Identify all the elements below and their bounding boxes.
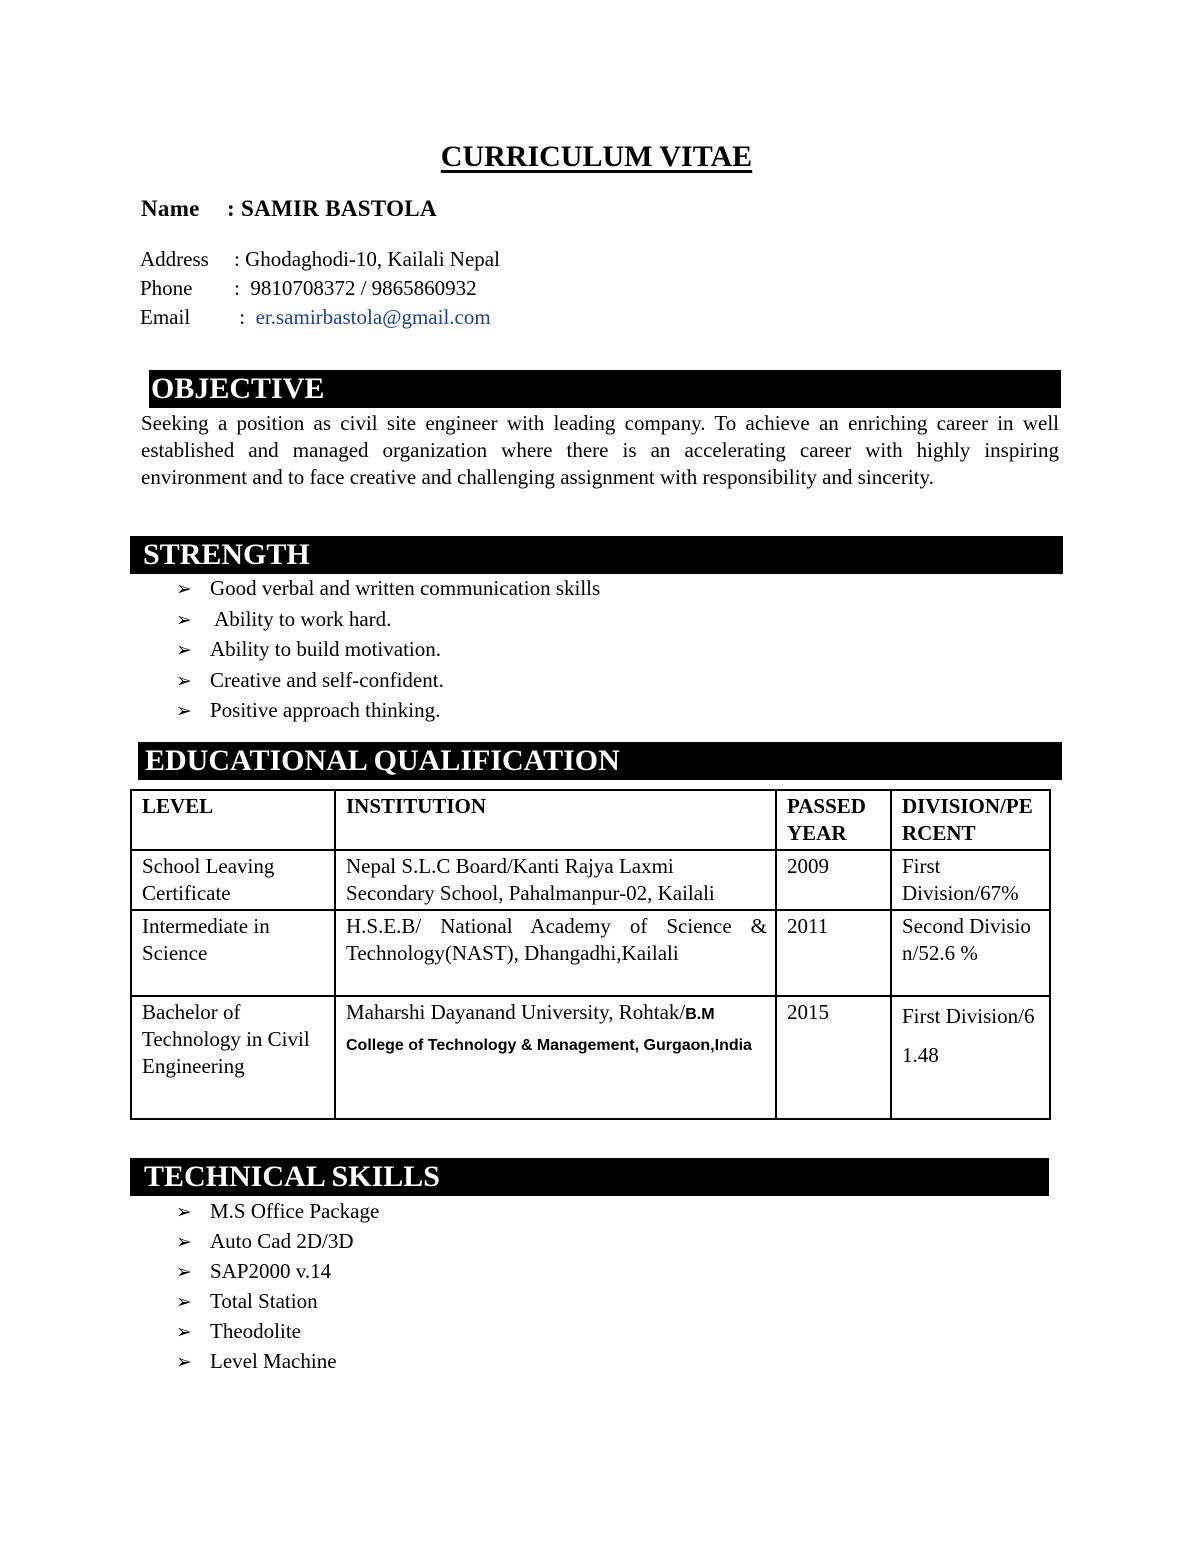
arrowhead-bullet-icon: ➢ — [176, 700, 192, 722]
arrowhead-bullet-icon: ➢ — [176, 578, 192, 600]
table-row — [131, 996, 1050, 1119]
column-header-passed-year: PASSED YEAR — [776, 790, 891, 850]
objective-text: Seeking a position as civil site engineer with leading company. To achieve an enriching career in well established and managed organization where there is an accelerating career with highly inspiring environment and to face creative and challenging assignment with responsibility and sincerity. — [141, 411, 1059, 489]
arrowhead-bullet-icon: ➢ — [176, 1261, 192, 1283]
table-header-row — [131, 790, 1050, 850]
list-item: ➢ Theodolite — [176, 1316, 379, 1346]
cell-level: Intermediate in Science — [131, 910, 335, 996]
phone-value: 9810708372 / 9865860932 — [250, 276, 477, 300]
list-item: ➢ SAP2000 v.14 — [176, 1256, 379, 1286]
email-line — [140, 302, 491, 332]
cell-division: Second Division/52.6 % — [891, 910, 1050, 996]
cell-year: 2009 — [776, 850, 891, 910]
list-item: ➢ M.S Office Package — [176, 1196, 379, 1226]
arrowhead-bullet-icon: ➢ — [176, 1321, 192, 1343]
list-item: ➢ Auto Cad 2D/3D — [176, 1226, 379, 1256]
table-row — [131, 910, 1050, 996]
strength-list — [176, 573, 600, 726]
arrowhead-bullet-icon: ➢ — [176, 639, 192, 661]
phone-line — [140, 273, 477, 303]
cell-level: Bachelor of Technology in Civil Engineering — [131, 996, 335, 1119]
arrowhead-bullet-icon: ➢ — [176, 1351, 192, 1373]
cell-division: First Division/61.48 — [891, 996, 1050, 1119]
strength-heading: STRENGTH — [130, 536, 1063, 574]
cell-institution: H.S.E.B/ National Academy of Science & Technology(NAST), Dhangadhi,Kailali — [335, 910, 776, 996]
phone-label: Phone — [140, 276, 193, 300]
arrowhead-bullet-icon: ➢ — [176, 669, 192, 692]
cell-division: First Division/67% — [891, 850, 1050, 910]
document-title: CURRICULUM VITAE — [440, 140, 753, 173]
arrowhead-bullet-icon: ➢ — [176, 608, 192, 631]
technical-heading: TECHNICAL SKILLS — [130, 1158, 1049, 1196]
list-item: ➢ Positive approach thinking. — [176, 695, 600, 726]
address-sep: : — [234, 247, 240, 271]
table-row — [131, 850, 1050, 910]
technical-list — [176, 1196, 379, 1376]
list-item: ➢ Ability to work hard. — [176, 604, 600, 635]
email-label: Email — [140, 305, 191, 329]
name-value: SAMIR BASTOLA — [241, 196, 437, 221]
cell-institution: Nepal S.L.C Board/Kanti Rajya Laxmi Secondary School, Pahalmanpur-02, Kailali — [335, 850, 776, 910]
cell-year: 2011 — [776, 910, 891, 996]
address-line — [140, 244, 500, 274]
address-value: Ghodaghodi-10, Kailali Nepal — [245, 247, 500, 271]
email-sep: : — [239, 305, 246, 329]
list-item: ➢ Creative and self-confident. — [176, 665, 600, 696]
name-line — [141, 196, 437, 222]
arrowhead-bullet-icon: ➢ — [176, 1201, 192, 1223]
list-item: ➢ Level Machine — [176, 1346, 379, 1376]
column-header-level: LEVEL — [131, 790, 335, 850]
email-link[interactable]: er.samirbastola@gmail.com — [255, 305, 491, 329]
arrowhead-bullet-icon: ➢ — [176, 1291, 192, 1313]
column-header-division: DIVISION/PERCENT — [891, 790, 1050, 850]
education-table — [130, 789, 1051, 1120]
institution-text: Maharshi Dayanand University, Rohtak/ — [346, 1000, 686, 1024]
objective-heading: OBJECTIVE — [149, 370, 1061, 408]
list-item: ➢ Good verbal and written communication skills — [176, 573, 600, 604]
institution-college-text: B.M College of Technology & Management, Gurgaon,India — [346, 1006, 752, 1054]
cell-year: 2015 — [776, 996, 891, 1119]
cell-level: School Leaving Certificate — [131, 850, 335, 910]
education-heading: EDUCATIONAL QUALIFICATION — [138, 742, 1062, 780]
list-item: ➢ Ability to build motivation. — [176, 634, 600, 665]
column-header-institution: INSTITUTION — [335, 790, 776, 850]
name-sep: : — [227, 196, 235, 221]
name-label: Name — [141, 196, 200, 221]
arrowhead-bullet-icon: ➢ — [176, 1231, 192, 1253]
address-label: Address — [140, 247, 209, 271]
list-item: ➢ Total Station — [176, 1286, 379, 1316]
cell-institution — [335, 996, 776, 1119]
phone-sep: : — [234, 276, 240, 300]
